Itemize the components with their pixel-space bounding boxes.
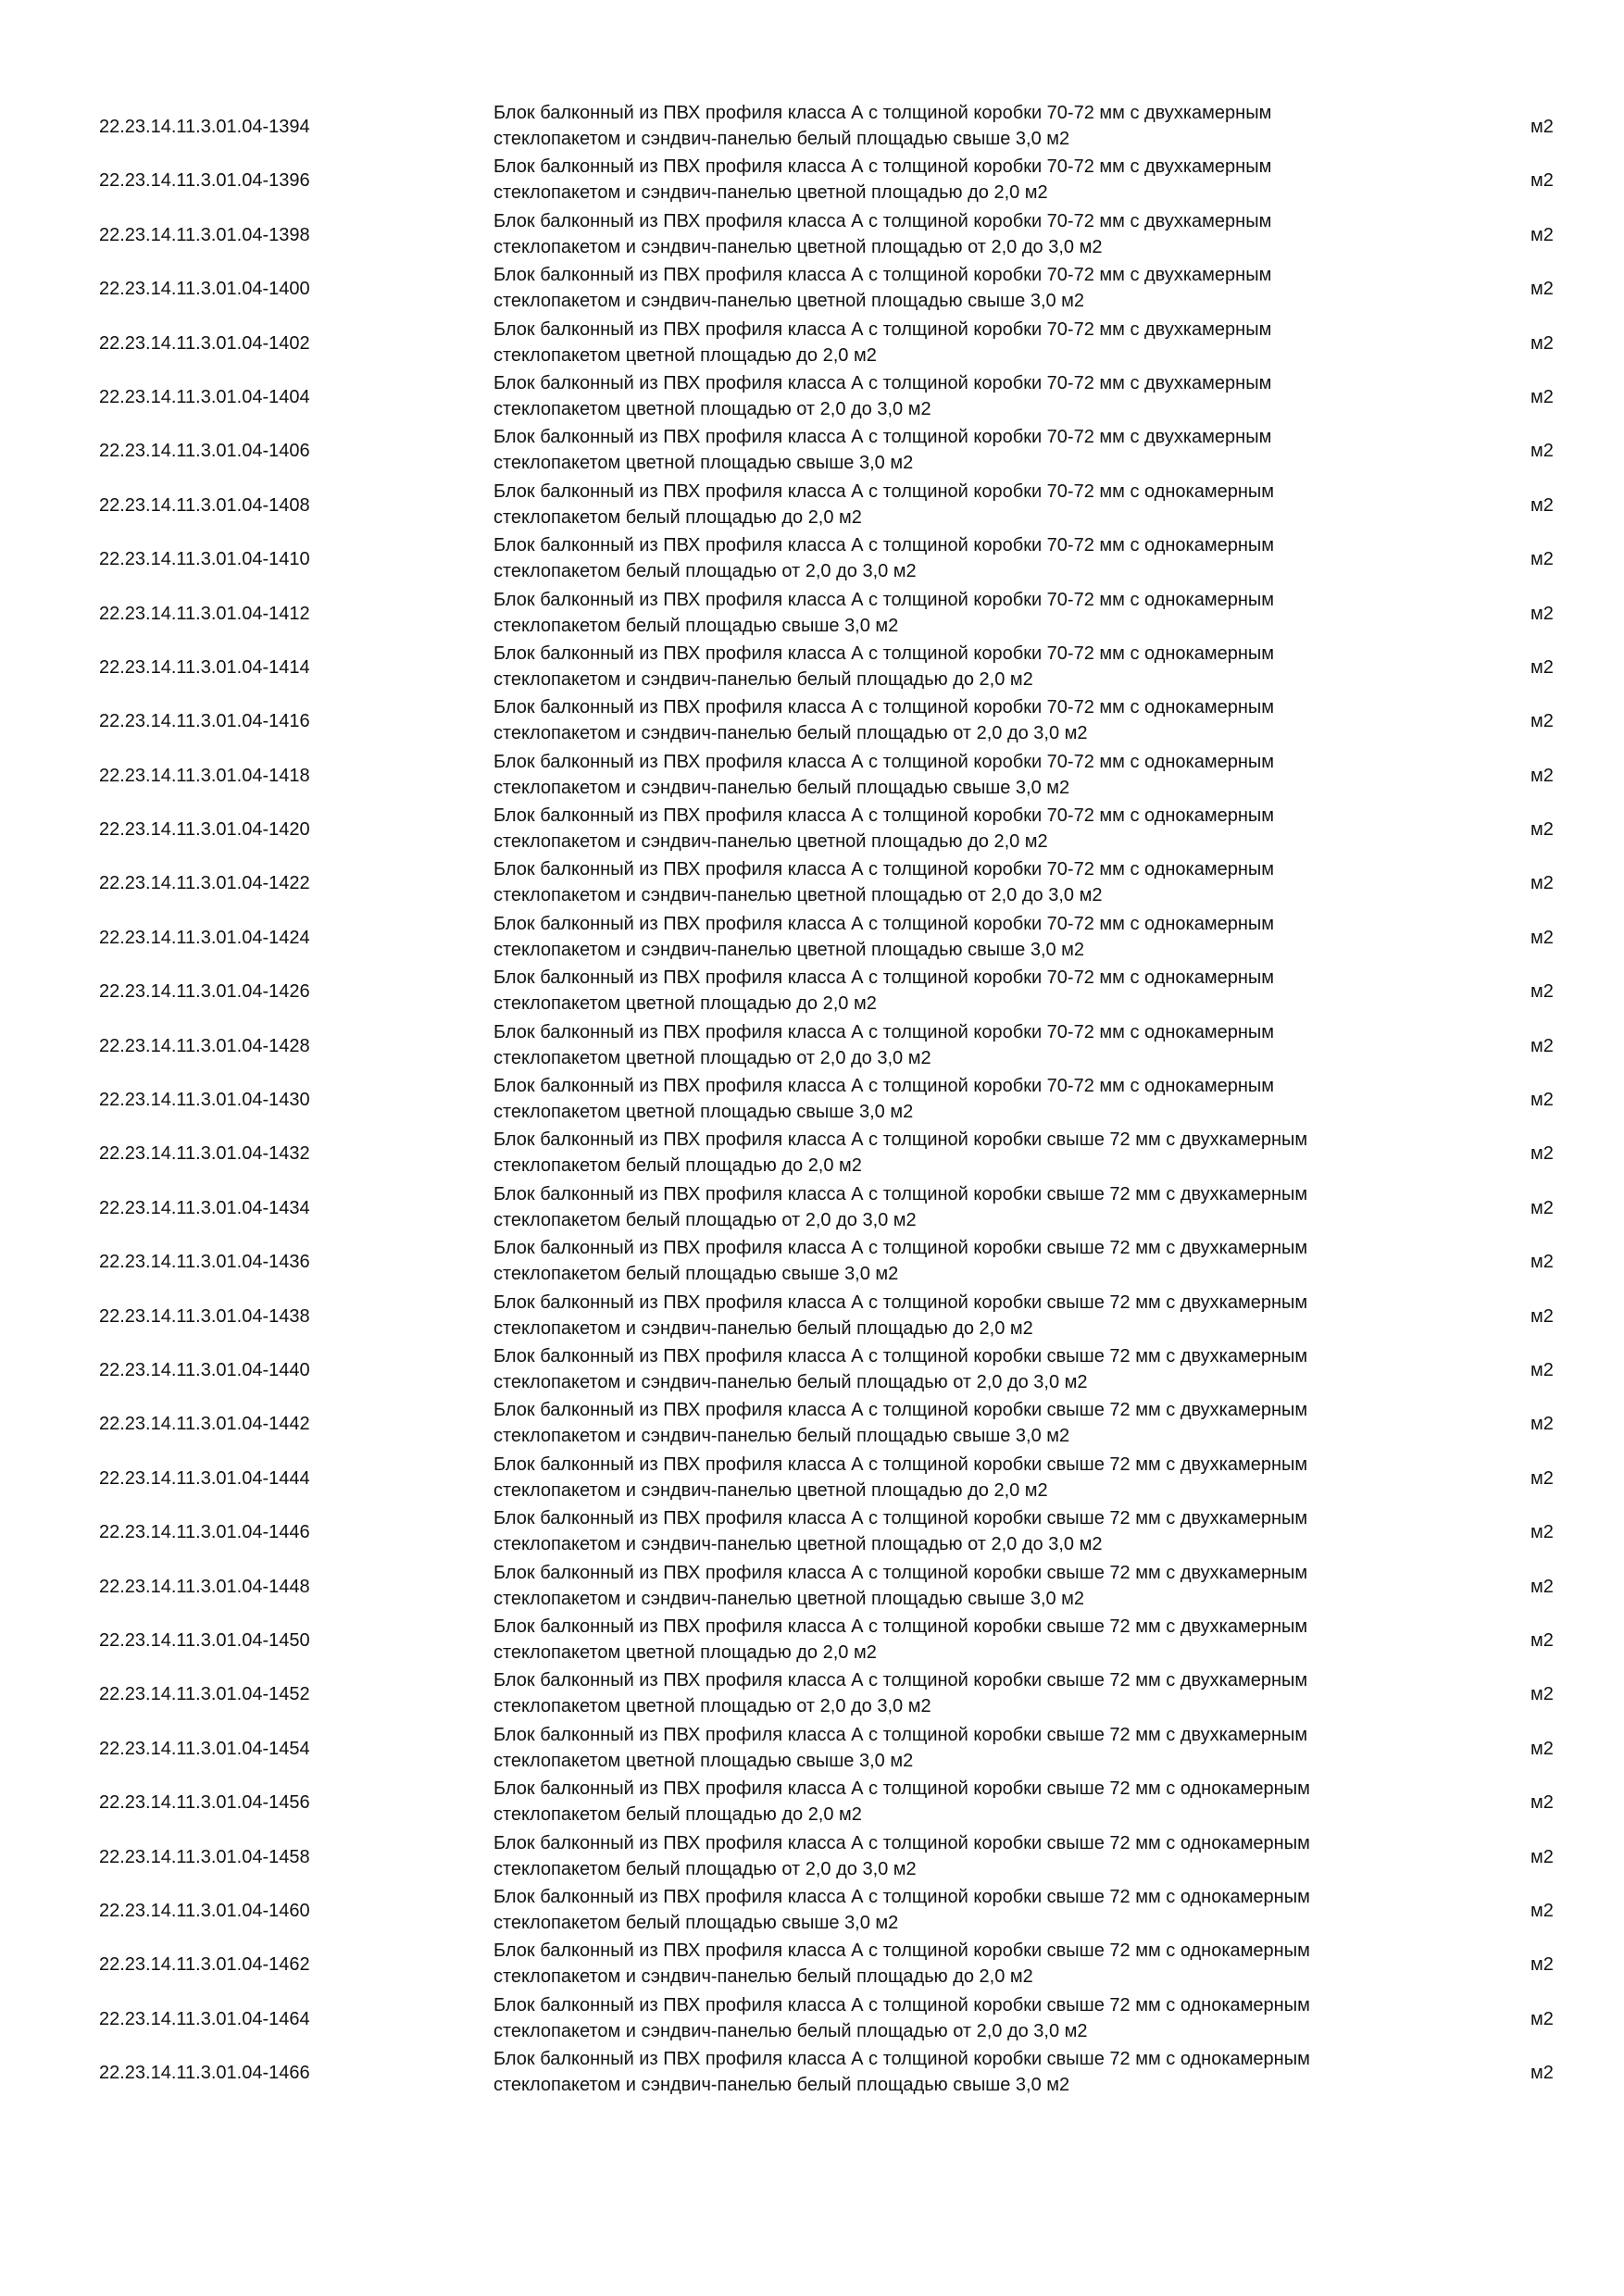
table-row [0,1667,1624,1721]
row-description-line-1: Блок балконный из ПВХ профиля класса А с толщиной коробки свыше 72 мм с однокамерным [493,1832,1310,1853]
row-description [493,1505,1419,1557]
row-description-line-2: стеклопакетом цветной площадью от 2,0 до 3,0 м2 [493,1696,931,1717]
row-description-line-1: Блок балконный из ПВХ профиля класса А с толщиной коробки свыше 72 мм с двухкамерным [493,1616,1308,1637]
row-unit: м2 [1530,927,1554,948]
row-description [493,479,1419,530]
row-code: 22.23.14.11.3.01.04-1416 [99,711,310,732]
row-code: 22.23.14.11.3.01.04-1430 [99,1090,310,1111]
row-description-line-2: стеклопакетом белый площадью до 2,0 м2 [493,1155,862,1177]
row-unit: м2 [1530,981,1554,1003]
row-unit: м2 [1530,1143,1554,1165]
row-description-line-1: Блок балконный из ПВХ профиля класса А с толщиной коробки 70-72 мм с однокамерным [493,967,1275,989]
row-code: 22.23.14.11.3.01.04-1400 [99,279,310,300]
row-code: 22.23.14.11.3.01.04-1452 [99,1684,310,1705]
row-description-line-1: Блок балконный из ПВХ профиля класса А с толщиной коробки 70-72 мм с однокамерным [493,1076,1275,1097]
row-code: 22.23.14.11.3.01.04-1462 [99,1954,310,1976]
row-code: 22.23.14.11.3.01.04-1418 [99,765,310,786]
row-description [493,1127,1419,1179]
table-row [0,641,1624,694]
table-row [0,262,1624,316]
row-code: 22.23.14.11.3.01.04-1444 [99,1467,310,1489]
row-description-line-2: стеклопакетом белый площадью до 2,0 м2 [493,506,862,528]
row-unit: м2 [1530,2008,1554,2029]
row-description-line-2: стеклопакетом цветной площадью свыше 3,0 м2 [493,453,914,474]
row-description [493,1992,1419,2044]
row-description [493,965,1419,1017]
resource-table [0,100,1624,2100]
table-row [0,1884,1624,1938]
row-code: 22.23.14.11.3.01.04-1402 [99,332,310,354]
row-description-line-2: стеклопакетом и сэндвич-панелью цветной площадью до 2,0 м2 [493,1479,1048,1501]
row-unit: м2 [1530,1035,1554,1056]
row-description-line-2: стеклопакетом и сэндвич-панелью белый площадью до 2,0 м2 [493,1317,1033,1339]
row-description [493,2046,1419,2098]
row-code: 22.23.14.11.3.01.04-1460 [99,1900,310,1921]
row-description-line-1: Блок балконный из ПВХ профиля класса А с толщиной коробки свыше 72 мм с двухкамерным [493,1562,1308,1583]
row-description-line-2: стеклопакетом цветной площадью от 2,0 до 3,0 м2 [493,398,931,419]
row-description-line-2: стеклопакетом и сэндвич-панелью цветной площадью от 2,0 до 3,0 м2 [493,1534,1103,1555]
table-row [0,1776,1624,1829]
row-description-line-1: Блок балконный из ПВХ профиля класса А с толщиной коробки свыше 72 мм с однокамерным [493,2049,1310,2070]
row-description [493,1019,1419,1071]
row-unit: м2 [1530,1629,1554,1651]
row-description [493,1938,1419,1990]
row-description-line-2: стеклопакетом и сэндвич-панелью белый площадью свыше 3,0 м2 [493,2075,1070,2096]
row-description-line-1: Блок балконный из ПВХ профиля класса А с толщиной коробки 70-72 мм с двухкамерным [493,103,1272,123]
row-description-line-1: Блок балконный из ПВХ профиля класса А с толщиной коробки 70-72 мм с двухкамерным [493,427,1272,448]
row-code: 22.23.14.11.3.01.04-1408 [99,494,310,516]
row-description-line-1: Блок балконный из ПВХ профиля класса А с толщиной коробки 70-72 мм с однокамерным [493,480,1275,502]
row-description [493,154,1419,206]
row-description-line-2: стеклопакетом и сэндвич-панелью белый площадью до 2,0 м2 [493,668,1033,690]
row-code: 22.23.14.11.3.01.04-1422 [99,873,310,894]
row-code: 22.23.14.11.3.01.04-1426 [99,981,310,1003]
row-description-line-2: стеклопакетом цветной площадью до 2,0 м2 [493,1641,877,1663]
row-description-line-1: Блок балконный из ПВХ профиля класса А с толщиной коробки 70-72 мм с однокамерным [493,535,1275,556]
row-description [493,1073,1419,1125]
row-description [493,424,1419,476]
row-description [493,1884,1419,1936]
row-code: 22.23.14.11.3.01.04-1450 [99,1629,310,1651]
table-row [0,587,1624,641]
table-row [0,1127,1624,1180]
row-description [493,1235,1419,1287]
row-description-line-2: стеклопакетом и сэндвич-панелью цветной площадью свыше 3,0 м2 [493,291,1085,312]
row-description-line-1: Блок балконный из ПВХ профиля класса А с толщиной коробки свыше 72 мм с двухкамерным [493,1670,1308,1691]
row-unit: м2 [1530,603,1554,624]
row-unit: м2 [1530,332,1554,354]
table-row [0,911,1624,965]
row-code: 22.23.14.11.3.01.04-1466 [99,2063,310,2084]
row-description-line-1: Блок балконный из ПВХ профиля класса А с толщиной коробки свыше 72 мм с однокамерным [493,1778,1310,1800]
table-row [0,1560,1624,1614]
table-row [0,370,1624,424]
row-description-line-2: стеклопакетом белый площадью от 2,0 до 3,0 м2 [493,1209,917,1230]
row-unit: м2 [1530,386,1554,407]
table-row [0,479,1624,532]
row-description [493,262,1419,314]
row-description-line-1: Блок балконный из ПВХ профиля класса А с толщиной коробки свыше 72 мм с двухкамерным [493,1292,1308,1313]
row-description-line-2: стеклопакетом белый площадью от 2,0 до 3,0 м2 [493,561,917,582]
row-description-line-1: Блок балконный из ПВХ профиля класса А с толщиной коробки свыше 72 мм с однокамерным [493,1886,1310,1907]
row-description-line-1: Блок балконный из ПВХ профиля класса А с толщиной коробки 70-72 мм с двухкамерным [493,210,1272,231]
row-unit: м2 [1530,711,1554,732]
row-description [493,641,1419,693]
row-unit: м2 [1530,1684,1554,1705]
row-description-line-2: стеклопакетом и сэндвич-панелью цветной площадью до 2,0 м2 [493,831,1048,853]
row-description [493,1181,1419,1233]
row-description-line-1: Блок балконный из ПВХ профиля класса А с толщиной коробки 70-72 мм с однокамерным [493,913,1275,934]
row-description-line-2: стеклопакетом цветной площадью до 2,0 м2 [493,344,877,366]
row-description [493,370,1419,422]
row-description-line-2: стеклопакетом и сэндвич-панелью белый площадью свыше 3,0 м2 [493,1426,1070,1447]
table-row [0,2046,1624,2100]
row-description-line-2: стеклопакетом и сэндвич-панелью белый площадью от 2,0 до 3,0 м2 [493,2020,1088,2041]
row-description-line-2: стеклопакетом белый площадью свыше 3,0 м2 [493,615,899,636]
row-description [493,532,1419,584]
row-description [493,1667,1419,1719]
row-unit: м2 [1530,1792,1554,1814]
row-description-line-2: стеклопакетом белый площадью свыше 3,0 м2 [493,1912,899,1933]
row-description-line-1: Блок балконный из ПВХ профиля класса А с толщиной коробки 70-72 мм с двухкамерным [493,372,1272,393]
row-description [493,1776,1419,1828]
table-row [0,208,1624,262]
row-description-line-1: Блок балконный из ПВХ профиля класса А с толщиной коробки 70-72 мм с однокамерным [493,751,1275,772]
row-unit: м2 [1530,441,1554,462]
row-description-line-1: Блок балконный из ПВХ профиля класса А с толщиной коробки свыше 72 мм с двухкамерным [493,1400,1308,1421]
row-description [493,803,1419,855]
row-description [493,100,1419,152]
table-row [0,856,1624,910]
row-code: 22.23.14.11.3.01.04-1398 [99,224,310,245]
table-row [0,154,1624,207]
row-description-line-1: Блок балконный из ПВХ профиля класса А с толщиной коробки 70-72 мм с однокамерным [493,589,1275,610]
row-code: 22.23.14.11.3.01.04-1442 [99,1414,310,1435]
row-description-line-2: стеклопакетом и сэндвич-панелью белый площадью от 2,0 до 3,0 м2 [493,723,1088,744]
row-description-line-2: стеклопакетом цветной площадью свыше 3,0 м2 [493,1750,914,1771]
row-description-line-1: Блок балконный из ПВХ профиля класса А с толщиной коробки свыше 72 мм с двухкамерным [493,1454,1308,1475]
row-code: 22.23.14.11.3.01.04-1420 [99,819,310,841]
row-description [493,1722,1419,1774]
table-row [0,1235,1624,1289]
row-description-line-2: стеклопакетом и сэндвич-панелью цветной площадью до 2,0 м2 [493,182,1048,204]
row-unit: м2 [1530,1305,1554,1327]
row-description [493,1452,1419,1504]
table-row [0,1722,1624,1776]
row-description-line-2: стеклопакетом и сэндвич-панелью белый площадью от 2,0 до 3,0 м2 [493,1371,1088,1392]
row-description-line-1: Блок балконный из ПВХ профиля класса А с толщиной коробки свыше 72 мм с двухкамерным [493,1345,1308,1366]
row-description [493,1560,1419,1612]
row-code: 22.23.14.11.3.01.04-1432 [99,1143,310,1165]
row-description-line-1: Блок балконный из ПВХ профиля класса А с толщиной коробки свыше 72 мм с однокамерным [493,1940,1310,1962]
row-description-line-1: Блок балконный из ПВХ профиля класса А с толщиной коробки 70-72 мм с двухкамерным [493,318,1272,340]
row-code: 22.23.14.11.3.01.04-1412 [99,603,310,624]
row-unit: м2 [1530,1090,1554,1111]
row-description-line-2: стеклопакетом цветной площадью от 2,0 до 3,0 м2 [493,1047,931,1068]
row-unit: м2 [1530,549,1554,570]
row-unit: м2 [1530,224,1554,245]
row-unit: м2 [1530,765,1554,786]
row-description-line-2: стеклопакетом белый площадью от 2,0 до 3,0 м2 [493,1858,917,1879]
row-description [493,856,1419,908]
row-description-line-1: Блок балконный из ПВХ профиля класса А с толщиной коробки 70-72 мм с однокамерным [493,697,1275,718]
row-description [493,1290,1419,1341]
row-code: 22.23.14.11.3.01.04-1458 [99,1846,310,1867]
row-description-line-1: Блок балконный из ПВХ профиля класса А с толщиной коробки свыше 72 мм с двухкамерным [493,1238,1308,1259]
table-row [0,1181,1624,1235]
row-description-line-2: стеклопакетом и сэндвич-панелью белый площадью до 2,0 м2 [493,1966,1033,1988]
table-row [0,1614,1624,1667]
row-description [493,317,1419,368]
table-row [0,1397,1624,1451]
table-row [0,1830,1624,1884]
table-row [0,532,1624,586]
row-description [493,1343,1419,1395]
row-description-line-2: стеклопакетом и сэндвич-панелью белый площадью свыше 3,0 м2 [493,129,1070,149]
row-code: 22.23.14.11.3.01.04-1396 [99,170,310,192]
row-description [493,208,1419,260]
row-description [493,911,1419,963]
row-code: 22.23.14.11.3.01.04-1464 [99,2008,310,2029]
row-description [493,749,1419,801]
row-unit: м2 [1530,1197,1554,1218]
row-description-line-1: Блок балконный из ПВХ профиля класса А с толщиной коробки 70-72 мм с однокамерным [493,1021,1275,1042]
row-unit: м2 [1530,117,1554,137]
row-description [493,587,1419,639]
row-description-line-1: Блок балконный из ПВХ профиля класса А с толщиной коробки свыше 72 мм с однокамерным [493,1994,1310,2015]
table-row [0,1073,1624,1127]
table-row [0,1938,1624,1991]
row-unit: м2 [1530,1900,1554,1921]
row-code: 22.23.14.11.3.01.04-1410 [99,549,310,570]
row-unit: м2 [1530,819,1554,841]
table-row [0,803,1624,856]
row-description-line-2: стеклопакетом и сэндвич-панелью белый площадью свыше 3,0 м2 [493,777,1070,798]
table-row [0,965,1624,1018]
table-row [0,1290,1624,1343]
row-code: 22.23.14.11.3.01.04-1424 [99,927,310,948]
row-description-line-2: стеклопакетом белый площадью до 2,0 м2 [493,1804,862,1826]
row-code: 22.23.14.11.3.01.04-1454 [99,1738,310,1759]
table-row [0,1992,1624,2046]
row-description-line-1: Блок балконный из ПВХ профиля класса А с толщиной коробки свыше 72 мм с двухкамерным [493,1183,1308,1204]
table-row [0,424,1624,478]
row-description-line-1: Блок балконный из ПВХ профиля класса А с толщиной коробки свыше 72 мм с двухкамерным [493,1129,1308,1151]
row-unit: м2 [1530,1252,1554,1273]
row-description-line-2: стеклопакетом и сэндвич-панелью цветной площадью от 2,0 до 3,0 м2 [493,885,1103,906]
row-description [493,1397,1419,1449]
row-description-line-1: Блок балконный из ПВХ профиля класса А с толщиной коробки 70-72 мм с двухкамерным [493,156,1272,178]
table-row [0,1019,1624,1073]
row-code: 22.23.14.11.3.01.04-1428 [99,1035,310,1056]
row-unit: м2 [1530,873,1554,894]
row-description-line-2: стеклопакетом и сэндвич-панелью цветной площадью свыше 3,0 м2 [493,1588,1085,1609]
row-code: 22.23.14.11.3.01.04-1406 [99,441,310,462]
row-code: 22.23.14.11.3.01.04-1436 [99,1252,310,1273]
table-row [0,317,1624,370]
row-code: 22.23.14.11.3.01.04-1448 [99,1576,310,1597]
row-unit: м2 [1530,1359,1554,1380]
row-unit: м2 [1530,170,1554,192]
row-unit: м2 [1530,494,1554,516]
row-unit: м2 [1530,2063,1554,2084]
row-description-line-2: стеклопакетом цветной площадью свыше 3,0 м2 [493,1102,914,1123]
row-unit: м2 [1530,1467,1554,1489]
row-description [493,1830,1419,1882]
row-code: 22.23.14.11.3.01.04-1440 [99,1359,310,1380]
row-code: 22.23.14.11.3.01.04-1394 [99,117,310,137]
row-code: 22.23.14.11.3.01.04-1446 [99,1522,310,1543]
row-description-line-1: Блок балконный из ПВХ профиля класса А с толщиной коробки свыше 72 мм с двухкамерным [493,1508,1308,1529]
row-unit: м2 [1530,1522,1554,1543]
row-code: 22.23.14.11.3.01.04-1438 [99,1305,310,1327]
row-unit: м2 [1530,1414,1554,1435]
row-description [493,1614,1419,1666]
row-code: 22.23.14.11.3.01.04-1456 [99,1792,310,1814]
row-unit: м2 [1530,1576,1554,1597]
table-row [0,1505,1624,1559]
row-description-line-1: Блок балконный из ПВХ профиля класса А с толщиной коробки 70-72 мм с двухкамерным [493,265,1272,286]
table-row [0,749,1624,803]
table-row [0,1343,1624,1397]
row-unit: м2 [1530,279,1554,300]
table-row [0,1452,1624,1505]
row-description-line-1: Блок балконный из ПВХ профиля класса А с толщиной коробки 70-72 мм с однокамерным [493,643,1275,664]
row-unit: м2 [1530,1846,1554,1867]
row-code: 22.23.14.11.3.01.04-1414 [99,656,310,678]
row-unit: м2 [1530,1738,1554,1759]
row-description-line-2: стеклопакетом цветной площадью до 2,0 м2 [493,993,877,1015]
row-description-line-1: Блок балконный из ПВХ профиля класса А с толщиной коробки 70-72 мм с однокамерным [493,805,1275,827]
row-description-line-2: стеклопакетом и сэндвич-панелью цветной площадью свыше 3,0 м2 [493,939,1085,960]
row-code: 22.23.14.11.3.01.04-1434 [99,1197,310,1218]
table-row [0,694,1624,748]
row-code: 22.23.14.11.3.01.04-1404 [99,386,310,407]
row-description-line-2: стеклопакетом и сэндвич-панелью цветной площадью от 2,0 до 3,0 м2 [493,236,1103,257]
row-unit: м2 [1530,656,1554,678]
row-description-line-1: Блок балконный из ПВХ профиля класса А с толщиной коробки свыше 72 мм с двухкамерным [493,1724,1308,1745]
row-description-line-2: стеклопакетом белый площадью свыше 3,0 м2 [493,1264,899,1285]
table-row [0,100,1624,154]
row-unit: м2 [1530,1954,1554,1976]
row-description-line-1: Блок балконный из ПВХ профиля класса А с толщиной коробки 70-72 мм с однокамерным [493,859,1275,880]
row-description [493,694,1419,746]
